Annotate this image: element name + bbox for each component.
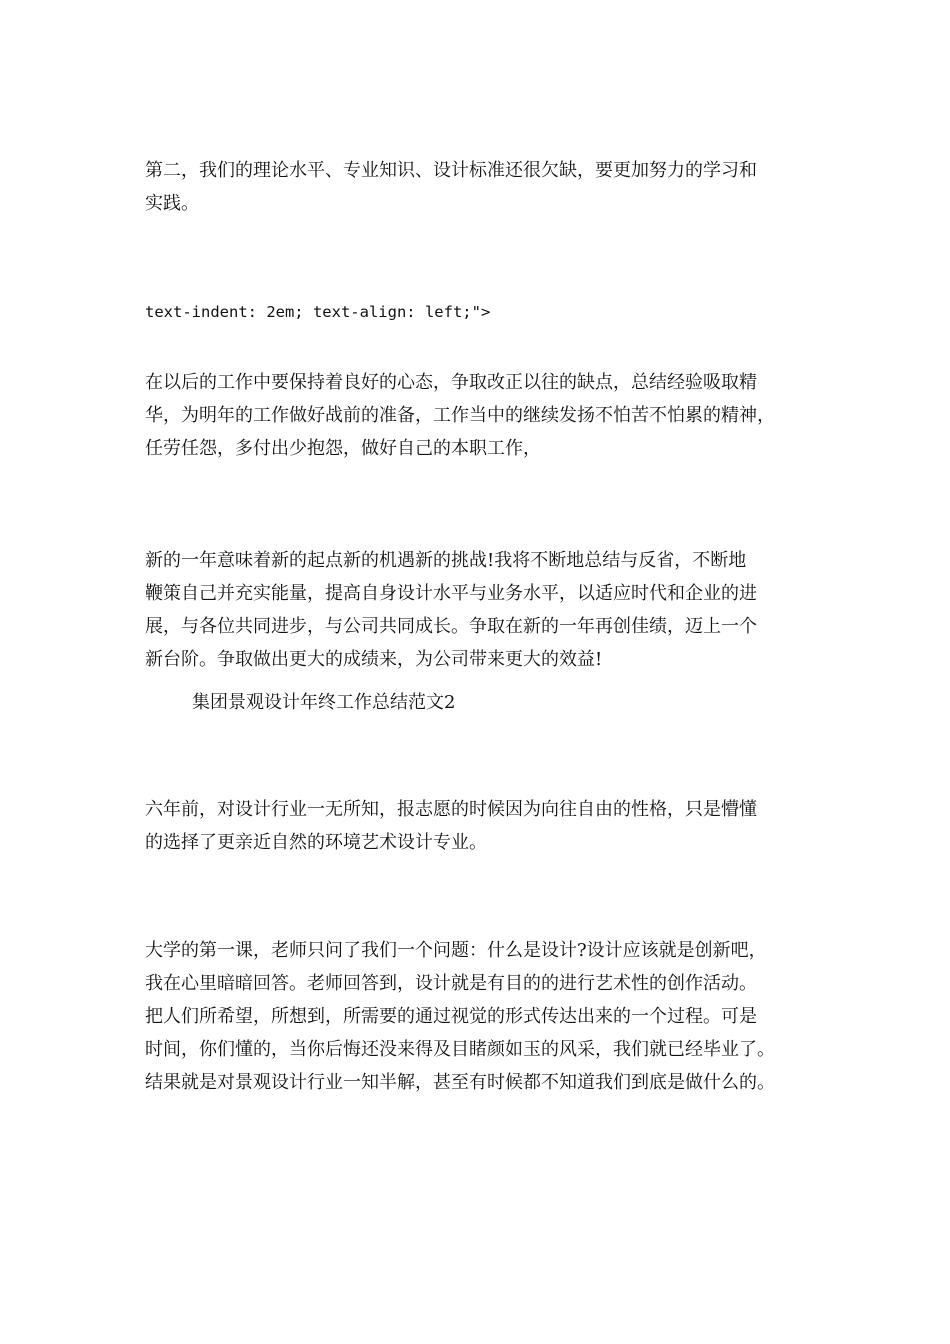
text-line: 第二，我们的理论水平、专业知识、设计标准还很欠缺，要更加努力的学习和 (145, 160, 757, 181)
text-line: 实践。 (145, 193, 199, 214)
section-heading: 集团景观设计年终工作总结范文2 (192, 692, 456, 713)
text-line: 时间，你们懂的，当你后悔还没来得及目睹颜如玉的风采，我们就已经毕业了。 (145, 1039, 775, 1060)
text-line: 鞭策自己并充实能量，提高自身设计水平与业务水平，以适应时代和企业的进 (145, 583, 757, 604)
code-fragment: text-indent: 2em; text-align: left;"> (145, 303, 491, 321)
text-line: 六年前，对设计行业一无所知，报志愿的时候因为向往自由的性格，只是懵懂 (145, 799, 757, 820)
text-line: 任劳任怨，多付出少抱怨，做好自己的本职工作， (145, 438, 541, 459)
text-line: 结果就是对景观设计行业一知半解，甚至有时候都不知道我们到底是做什么的。 (145, 1072, 775, 1093)
paragraph-new-year (145, 544, 810, 676)
paragraph-theory-study (145, 154, 810, 220)
text-line: 大学的第一课，老师只问了我们一个问题：什么是设计?设计应该就是创新吧， (145, 940, 767, 961)
text-line: 的选择了更亲近自然的环境艺术设计专业。 (145, 832, 487, 853)
text-line: 我在心里暗暗回答。老师回答到，设计就是有目的的进行艺术性的创作活动。 (145, 973, 757, 994)
text-line: 展，与各位共同进步，与公司共同成长。争取在新的一年再创佳绩，迈上一个 (145, 616, 757, 637)
paragraph-six-years-ago (145, 793, 810, 859)
text-line: 新台阶。争取做出更大的成绩来，为公司带来更大的效益! (145, 649, 603, 670)
text-line: 把人们所希望，所想到，所需要的通过视觉的形式传达出来的一个过程。可是 (145, 1006, 757, 1027)
paragraph-future-attitude (145, 366, 810, 465)
text-line: 新的一年意味着新的起点新的机遇新的挑战!我将不断地总结与反省，不断地 (145, 550, 747, 571)
paragraph-first-lesson (145, 934, 810, 1099)
text-line: 在以后的工作中要保持着良好的心态，争取改正以往的缺点，总结经验吸取精 (145, 372, 757, 393)
text-line: 华，为明年的工作做好战前的准备，工作当中的继续发扬不怕苦不怕累的精神， (145, 405, 775, 426)
